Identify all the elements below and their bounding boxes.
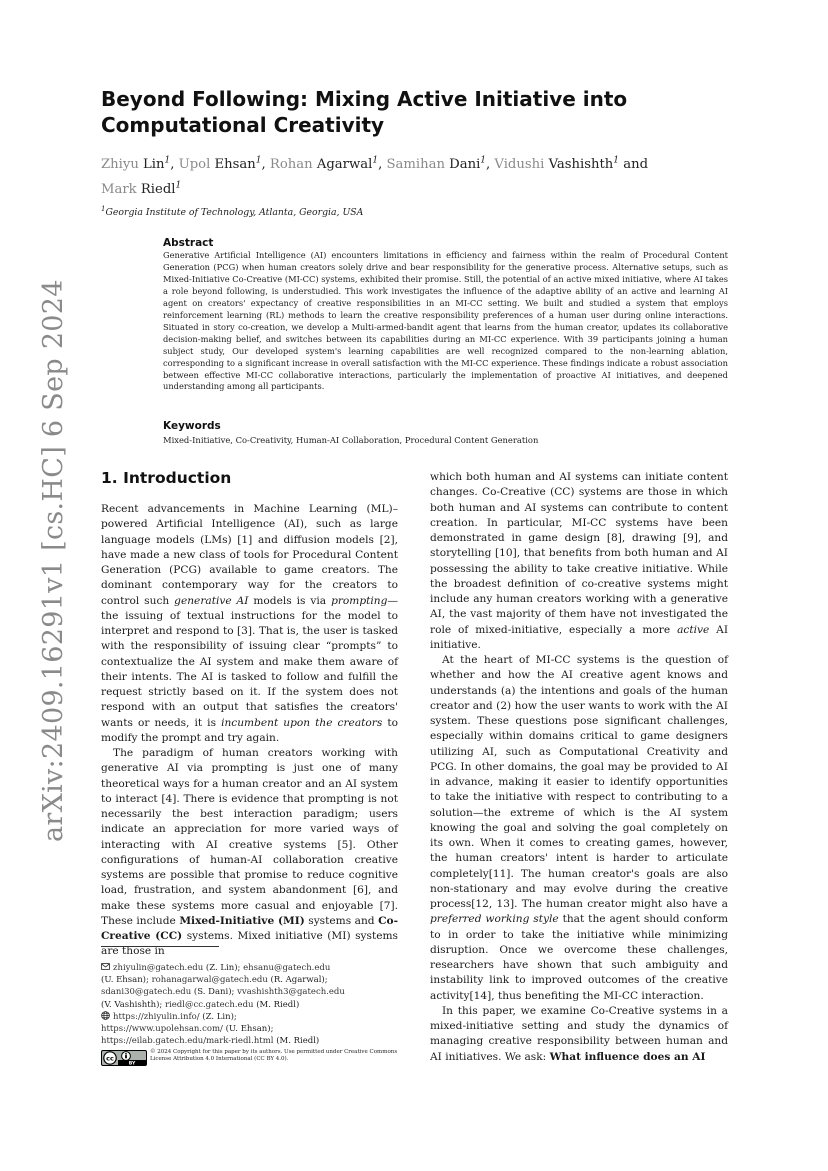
keywords-heading: Keywords <box>163 420 221 432</box>
bold-text: Co-Creative (CC) <box>101 914 398 942</box>
author-separator: , <box>261 157 270 173</box>
paragraph-text-end: AI initiative. <box>430 623 728 651</box>
paragraph-text: to modify the prompt and try again. <box>101 716 398 744</box>
bold-text: What influence does an AI <box>549 1050 706 1063</box>
author-given-name: Zhiyu <box>101 157 139 173</box>
email-link[interactable]: vvashishth3@gatech.edu <box>237 987 345 998</box>
email-link[interactable]: sdani30@gatech.edu <box>101 987 192 998</box>
paragraph-text: Recent advancements in Machine Learning (ML)–powered Artificial Intelligence (AI), such as large language models (LMs) [1] and diffusion models [2], have made a new class of tools for Procedural Content Generation (PCG) available to game creators. The dominant contemporary way for the creators to control such <box>101 503 398 607</box>
author-separator: , <box>486 157 495 173</box>
cc-label: cc <box>106 1054 114 1063</box>
footnote-line <box>101 1035 401 1047</box>
footnote-line <box>101 999 401 1011</box>
intro-paragraph-5 <box>430 1004 728 1065</box>
footnote-text: (R. Agarwal); <box>267 975 328 986</box>
footnote-text: (S. Dani); <box>191 987 238 998</box>
section-heading-introduction <box>101 469 231 487</box>
author-family-name: Agarwal <box>316 157 373 173</box>
author-affiliation-marker: 1 <box>480 156 487 166</box>
arxiv-sidebar-stamp <box>18 279 69 842</box>
footnote-line <box>101 974 401 986</box>
keywords-text: Mixed-Initiative, Co-Creativity, Human-AI Collaboration, Procedural Content Generation <box>163 435 539 445</box>
footnote-line <box>101 962 401 974</box>
left-column <box>101 502 398 960</box>
author-family-name: Dani <box>449 157 481 173</box>
abstract-heading: Abstract <box>163 237 214 249</box>
footnote-text: (M. Riedl) <box>253 999 300 1010</box>
affiliation <box>101 205 363 218</box>
footnote-rule <box>101 946 219 947</box>
homepage-link[interactable]: https://zhiyulin.info/ <box>113 1011 200 1022</box>
author-separator: and <box>619 157 649 173</box>
envelope-icon <box>101 962 110 971</box>
email-link[interactable]: zhiyulin@gatech.edu <box>113 963 204 973</box>
author-family-name: Riedl <box>140 181 176 197</box>
author-affiliation-marker: 1 <box>164 156 171 166</box>
paragraph-text: which both human and AI systems can initiate content changes. Co-Creative (CC) systems are those in which both human and AI systems can contribute to content creation. In particular, MI-CC systems have been demonstrated in game design [8], drawing [9], and storytelling [10], that benefits from both human and AI possessing the ability to take creative initiative. While the broadest definition of co-creative systems might include any human creators working with a generative AI, the vast majority of them have not investigated the role of mixed-initiative, especially a more <box>430 471 728 636</box>
creative-commons-badge-icon <box>101 1050 147 1066</box>
affiliation-text: Georgia Institute of Technology, Atlanta, Georgia, USA <box>105 207 364 219</box>
footnote-text: (Z. Lin); <box>199 1011 237 1022</box>
paragraph-text: The paradigm of human creators working with generative AI via prompting is just one of many theoretical ways for a human creator and an AI system to interact [4]. There is evidence that prompting is not necessarily the best interaction paradigm; users indicate an appreciation for more varied ways of interacting with AI creative systems [5]. Other configurations of human-AI collaboration creative systems are possible that promise to reduce cognitive load, frustration, and system abandonment [6], and make these systems more casual and enjoyable [7]. These include <box>101 747 398 927</box>
intro-paragraph-4 <box>430 653 728 1004</box>
author-given-name: Mark <box>101 181 137 197</box>
paragraph-text: At the heart of MI-CC systems is the question of whether and how the AI creative agent knows and understands (a) the intentions and goals of the human creator and (2) how the user wants to work with the AI system. These questions pose significant challenges, especially within domains critical to game designers utilizing AI, such as Computational Creativity and PCG. In other domains, the goal may be provided to AI in advance, making it easier to identify opportunities to take the initiative with respect to contributing to a solution—the extreme of which is the AI system knowing the goal and solving the goal completely on its own. When it comes to creating games, however, the human creators' intent is harder to articulate completely[11]. The human creator's goals are also non-stationary and may evolve during the creative process[12, 13]. The human creator might also have a <box>430 654 728 910</box>
paragraph-text: —the issuing of textual instructions for the model to interpret and respond to [3]. That is, the user is tasked with the responsibility of issuing clear “prompts” to contextualize the AI system and make them aware of their intents. The AI is tasked to follow and fulfill the request strictly based on it. If the system does not respond with an output that satisfies the creators' wants or needs, it is <box>101 594 398 729</box>
homepage-link[interactable]: https://www.upolehsan.com/ <box>101 1024 223 1035</box>
section-title: Introduction <box>123 469 232 487</box>
footnote-text: (M. Riedl) <box>273 1036 320 1047</box>
paper-title: Beyond Following: Mixing Active Initiative into Computational Creativity <box>101 87 628 137</box>
email-link[interactable]: rohanagarwal@gatech.edu <box>151 975 268 986</box>
footnote-text: (U. Ehsan); <box>101 975 152 986</box>
footnote-contacts <box>101 962 401 1047</box>
right-column <box>430 470 728 1065</box>
footnote-text: (Z. Lin); <box>203 963 244 973</box>
author-affiliation-marker: 1 <box>175 180 182 191</box>
author <box>101 182 181 197</box>
author-given-name: Vidushi <box>494 157 545 173</box>
paragraph-text: systems and <box>304 914 379 927</box>
author-given-name: Rohan <box>269 157 313 173</box>
paragraph-text: systems. Mixed initiative (MI) systems are those in <box>101 930 398 958</box>
author-separator: , <box>170 157 179 173</box>
footnote-line <box>101 986 401 998</box>
author-affiliation-marker: 1 <box>372 156 379 166</box>
emphasis-text: prompting <box>331 594 388 607</box>
intro-paragraph-2 <box>101 746 398 960</box>
author-separator: , <box>378 157 387 173</box>
arxiv-identifier: arXiv:2409.16291v1 [cs.HC] 6 Sep 2024 <box>38 279 69 842</box>
footnote-line <box>101 1023 401 1035</box>
bold-text: Mixed-Initiative (MI) <box>179 914 305 927</box>
author-family-name: Ehsan <box>214 157 256 173</box>
author <box>494 157 648 172</box>
author <box>179 157 270 172</box>
affiliation-marker: 1 <box>101 205 106 213</box>
intro-paragraph-3 <box>430 470 728 653</box>
email-link[interactable]: riedl@cc.gatech.edu <box>164 999 254 1010</box>
section-number: 1. <box>101 469 118 487</box>
author-list <box>101 151 741 200</box>
footnote-text: (U. Ehsan); <box>222 1024 274 1035</box>
emphasis-text: incumbent upon the creators <box>221 716 383 729</box>
abstract-block <box>163 237 728 393</box>
paragraph-text: models is via <box>248 594 332 607</box>
author <box>270 157 387 172</box>
paragraph-text: that the agent should conform to in order to take the initiative while minimizing disruption. Once we overcome these challenges, researchers have shown that such ambiguity and instability link to improved outcomes of the creative activity[14], thus benefiting the MI-CC interaction. <box>430 913 728 1002</box>
author-family-name: Vashishth <box>548 157 614 173</box>
author-given-name: Samihan <box>386 157 445 173</box>
emphasis-text: generative AI <box>174 594 249 607</box>
globe-icon <box>101 1011 110 1020</box>
author <box>101 157 179 172</box>
by-label: BY <box>128 1061 136 1066</box>
author <box>386 157 494 172</box>
footnote-text: (V. Vashishth); <box>101 999 165 1010</box>
author-given-name: Upol <box>178 157 211 173</box>
footnote-line <box>101 1011 401 1023</box>
emphasis-active: active <box>677 623 710 636</box>
intro-paragraph-1 <box>101 502 398 746</box>
author-affiliation-marker: 1 <box>255 156 262 166</box>
emphasis-text: preferred working style <box>430 913 559 926</box>
homepage-link[interactable]: https://eilab.gatech.edu/mark-riedl.html <box>101 1036 274 1047</box>
author-affiliation-marker: 1 <box>613 156 620 166</box>
email-link[interactable]: ehsanu@gatech.edu <box>243 963 331 973</box>
author-family-name: Lin <box>143 157 165 173</box>
keywords-block <box>163 420 728 446</box>
abstract-text: Generative Artificial Intelligence (AI) encounters limitations in efficiency and fairness within the realm of Procedural Content Generation (PCG) when human creators solely drive and bear responsibility for the generative process. Alternative setups, such as Mixed-Initiative Co-Creative (MI-CC) systems, exhibited their promise. Still, the potential of an active mixed initiative, where AI takes a role beyond following, is understudied. This work investigates the influence of the adaptive ability of an active and learning AI agent on creators' expectancy of creative responsibilities in an MI-CC setting. We built and studied a system that employs reinforcement learning (RL) methods to learn the creative responsibility preferences of a human user during online interactions. Situated in story co-creation, we develop a Multi-armed-bandit agent that learns from the human creator, updates its collaborative decision-making belief, and switches between its capabilities during an MI-CC experience. With 39 participants joining a human subject study, Our developed system's learning capabilities are well recognized compared to the non-learning ablation, corresponding to a significant increase in overall satisfaction with the MI-CC experience. These findings indicate a robust association between effective MI-CC collaborative interactions, particularly the implementation of proactive AI initiatives, and deepened understanding among all participants. <box>163 250 728 392</box>
license-notice: © 2024 Copyright for this paper by its authors. Use permitted under Creative Commons License Attribution 4.0 International (CC BY 4.0). <box>150 1049 398 1062</box>
paragraph-text: In this paper, we examine Co-Creative systems in a mixed-initiative setting and study the dynamics of managing creative responsibility between human and AI initiatives. We ask: <box>430 1004 728 1063</box>
